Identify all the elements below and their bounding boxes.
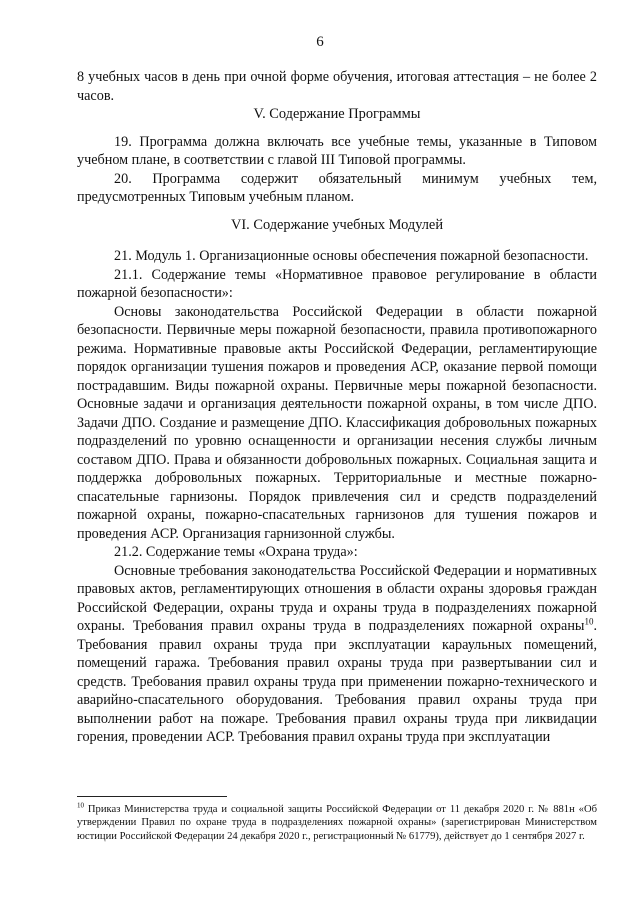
paragraph-21-1-body: Основы законодательства Российской Федерации в области пожарной безопасности. Первичные меры пожарной безопасности, правила противопожарного режима. Нормативные правовые акты Российской Федерации, регламентирующие порядок организации тушения пожаров и проведения АСР, оказание первой помощи пострадавшим. Виды пожарной охраны. Первичные меры пожарной безопасности. Основные задачи и организация деятельности пожарной охраны, в том числе ДПО. Задачи ДПО. Создание и размещение ДПО. Классификация добровольных пожарных подразделений по уровню оснащенности и организации несения службы личным составом ДПО. Права и обязанности добровольных пожарных. Социальная защита и поддержка добровольных пожарных. Территориальные и местные пожарно-спасательные гарнизоны. Порядок привлечения сил и средств подразделений пожарной охраны, пожарно-спасательных гарнизонов для тушения пожаров и проведения АСР. Организация гарнизонной службы. <box>77 303 597 542</box>
paragraph-21: 21. Модуль 1. Организационные основы обеспечения пожарной безопасности. <box>114 248 589 264</box>
footnote-reference: 10 <box>584 616 594 627</box>
footnote-separator <box>77 796 227 797</box>
paragraph-continuation: 8 учебных часов в день при очной форме обучения, итоговая аттестация – не более 2 часов. <box>77 69 597 104</box>
paragraph-21-1: 21.1. Содержание темы «Нормативное правовое регулирование в области пожарной безопасности»: <box>77 266 597 301</box>
paragraph-21-2-body <box>77 562 597 747</box>
paragraph-21-2-body-part-a: Основные требования законодательства Российской Федерации и нормативных правовых актов, регламентирующих отношения в области охраны здоровья граждан Российской Федерации, охраны труда и охраны труда в подразделениях пожарной охраны. Требования правил охраны труда в подразделениях пожарной охраны <box>77 562 597 634</box>
document-body <box>77 68 597 747</box>
footnote-text: Приказ Министерства труда и социальной защиты Российской Федерации от 11 декабря 2020 г. № 881н «Об утверждении Правил по охране труда в подразделениях пожарной охраны» (зарегистрирован Министерством юстиции Российской Федерации 24 декабря 2020 г., регистрационный № 61779), действует до 1 сентября 2027 г. <box>77 804 597 842</box>
paragraph-21-2: 21.2. Содержание темы «Охрана труда»: <box>114 544 358 560</box>
paragraph-19: 19. Программа должна включать все учебные темы, указанные в Типовом учебном плане, в соответствии с главой III Типовой программы. <box>77 133 597 168</box>
paragraph-21-2-body-part-b: . Требования правил охраны труда при эксплуатации караульных помещений, помещений гаража. Требования правил охраны труда при развертывании сил и средств. Требования правил охраны труда при применении пожарно-технического и аварийно-спасательного оборудования. Требования правил охраны труда при выполнении работ на пожаре. Требования правил охраны труда при ликвидации горения, проведении АСР. Требования правил охраны труда при эксплуатации <box>77 618 597 745</box>
page-number: 6 <box>316 34 324 50</box>
section-heading-vi: VI. Содержание учебных Модулей <box>230 216 444 233</box>
paragraph-20: 20. Программа содержит обязательный минимум учебных тем, предусмотренных Типовым учебным планом. <box>77 170 597 205</box>
footnote-mark: 10 <box>77 801 84 810</box>
section-heading-v: V. Содержание Программы <box>253 106 421 122</box>
footnote <box>77 803 597 843</box>
